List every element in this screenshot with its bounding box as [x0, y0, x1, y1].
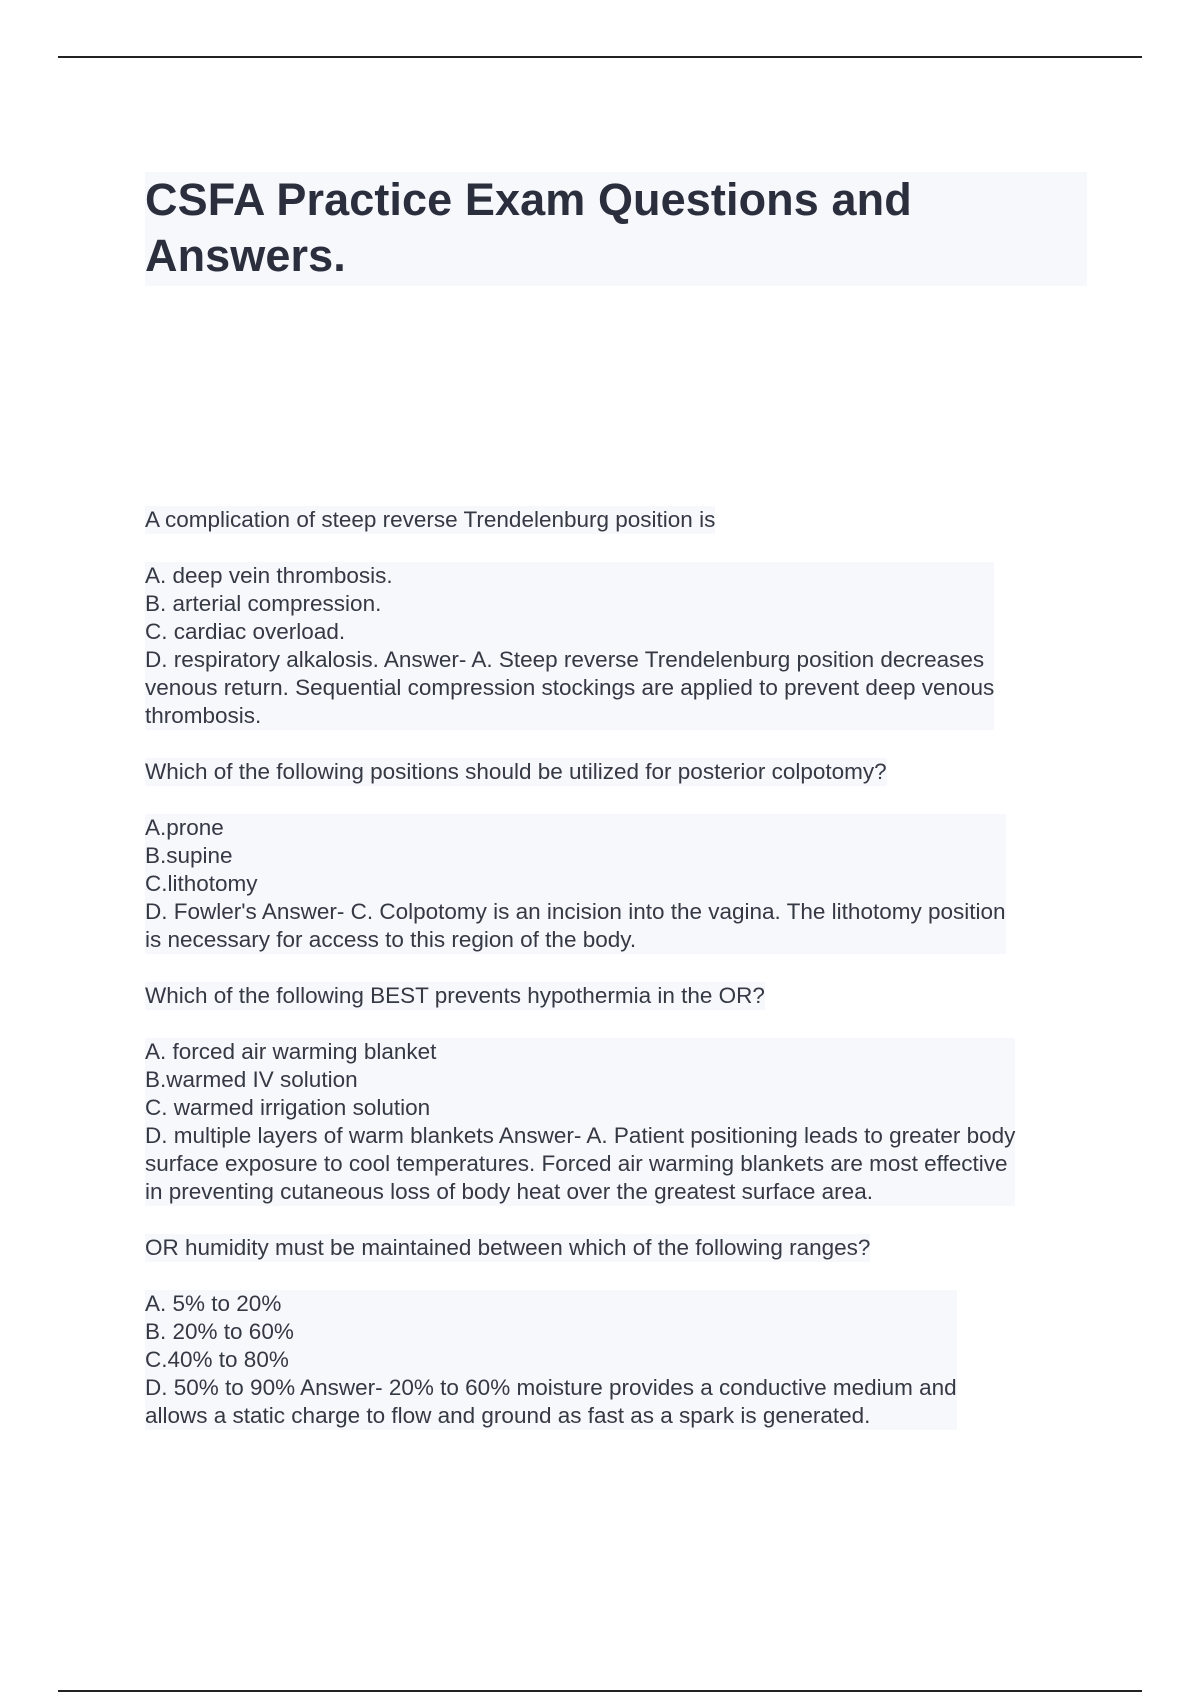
question-item	[145, 1234, 1105, 1430]
answer-line: in preventing cutaneous loss of body heat over the greatest surface area.	[145, 1179, 873, 1204]
option: B. 20% to 60%	[145, 1319, 294, 1344]
option: A. forced air warming blanket	[145, 1039, 437, 1064]
title-block	[145, 172, 1087, 286]
option: A.prone	[145, 815, 224, 840]
option: C. cardiac overload.	[145, 619, 346, 644]
answer-line: D. respiratory alkalosis. Answer- A. Steep reverse Trendelenburg position decreases	[145, 647, 985, 672]
option: C.lithotomy	[145, 871, 258, 896]
option: C. warmed irrigation solution	[145, 1095, 431, 1120]
answer-line: D. multiple layers of warm blankets Answer- A. Patient positioning leads to greater body	[145, 1123, 1016, 1148]
answer-line: thrombosis.	[145, 703, 262, 728]
answer-options	[145, 562, 994, 730]
bottom-divider	[58, 1690, 1142, 1692]
option: B. arterial compression.	[145, 591, 382, 616]
option: A. deep vein thrombosis.	[145, 563, 393, 588]
answer-options	[145, 814, 1006, 954]
question-item	[145, 506, 1105, 730]
option: A. 5% to 20%	[145, 1291, 282, 1316]
questions-list	[145, 506, 1105, 1458]
question-text: Which of the following positions should be utilized for posterior colpotomy?	[145, 759, 887, 784]
question-item	[145, 982, 1105, 1206]
question-item	[145, 758, 1105, 954]
option: C.40% to 80%	[145, 1347, 289, 1372]
question-text: OR humidity must be maintained between which of the following ranges?	[145, 1235, 871, 1260]
option: B.warmed IV solution	[145, 1067, 358, 1092]
answer-options	[145, 1038, 1015, 1206]
title-line: CSFA Practice Exam Questions and	[145, 174, 912, 225]
answer-line: D. 50% to 90% Answer- 20% to 60% moisture provides a conductive medium and	[145, 1375, 957, 1400]
top-divider	[58, 56, 1142, 58]
page-title	[145, 172, 1087, 284]
answer-line: surface exposure to cool temperatures. Forced air warming blankets are most effective	[145, 1151, 1008, 1176]
title-line: Answers.	[145, 230, 346, 281]
question-text: Which of the following BEST prevents hypothermia in the OR?	[145, 983, 765, 1008]
answer-line: D. Fowler's Answer- C. Colpotomy is an incision into the vagina. The lithotomy position	[145, 899, 1006, 924]
answer-line: venous return. Sequential compression stockings are applied to prevent deep venous	[145, 675, 995, 700]
answer-line: is necessary for access to this region of the body.	[145, 927, 637, 952]
option: B.supine	[145, 843, 233, 868]
answer-line: allows a static charge to flow and ground as fast as a spark is generated.	[145, 1403, 871, 1428]
question-text: A complication of steep reverse Trendelenburg position is	[145, 507, 716, 532]
answer-options	[145, 1290, 957, 1430]
